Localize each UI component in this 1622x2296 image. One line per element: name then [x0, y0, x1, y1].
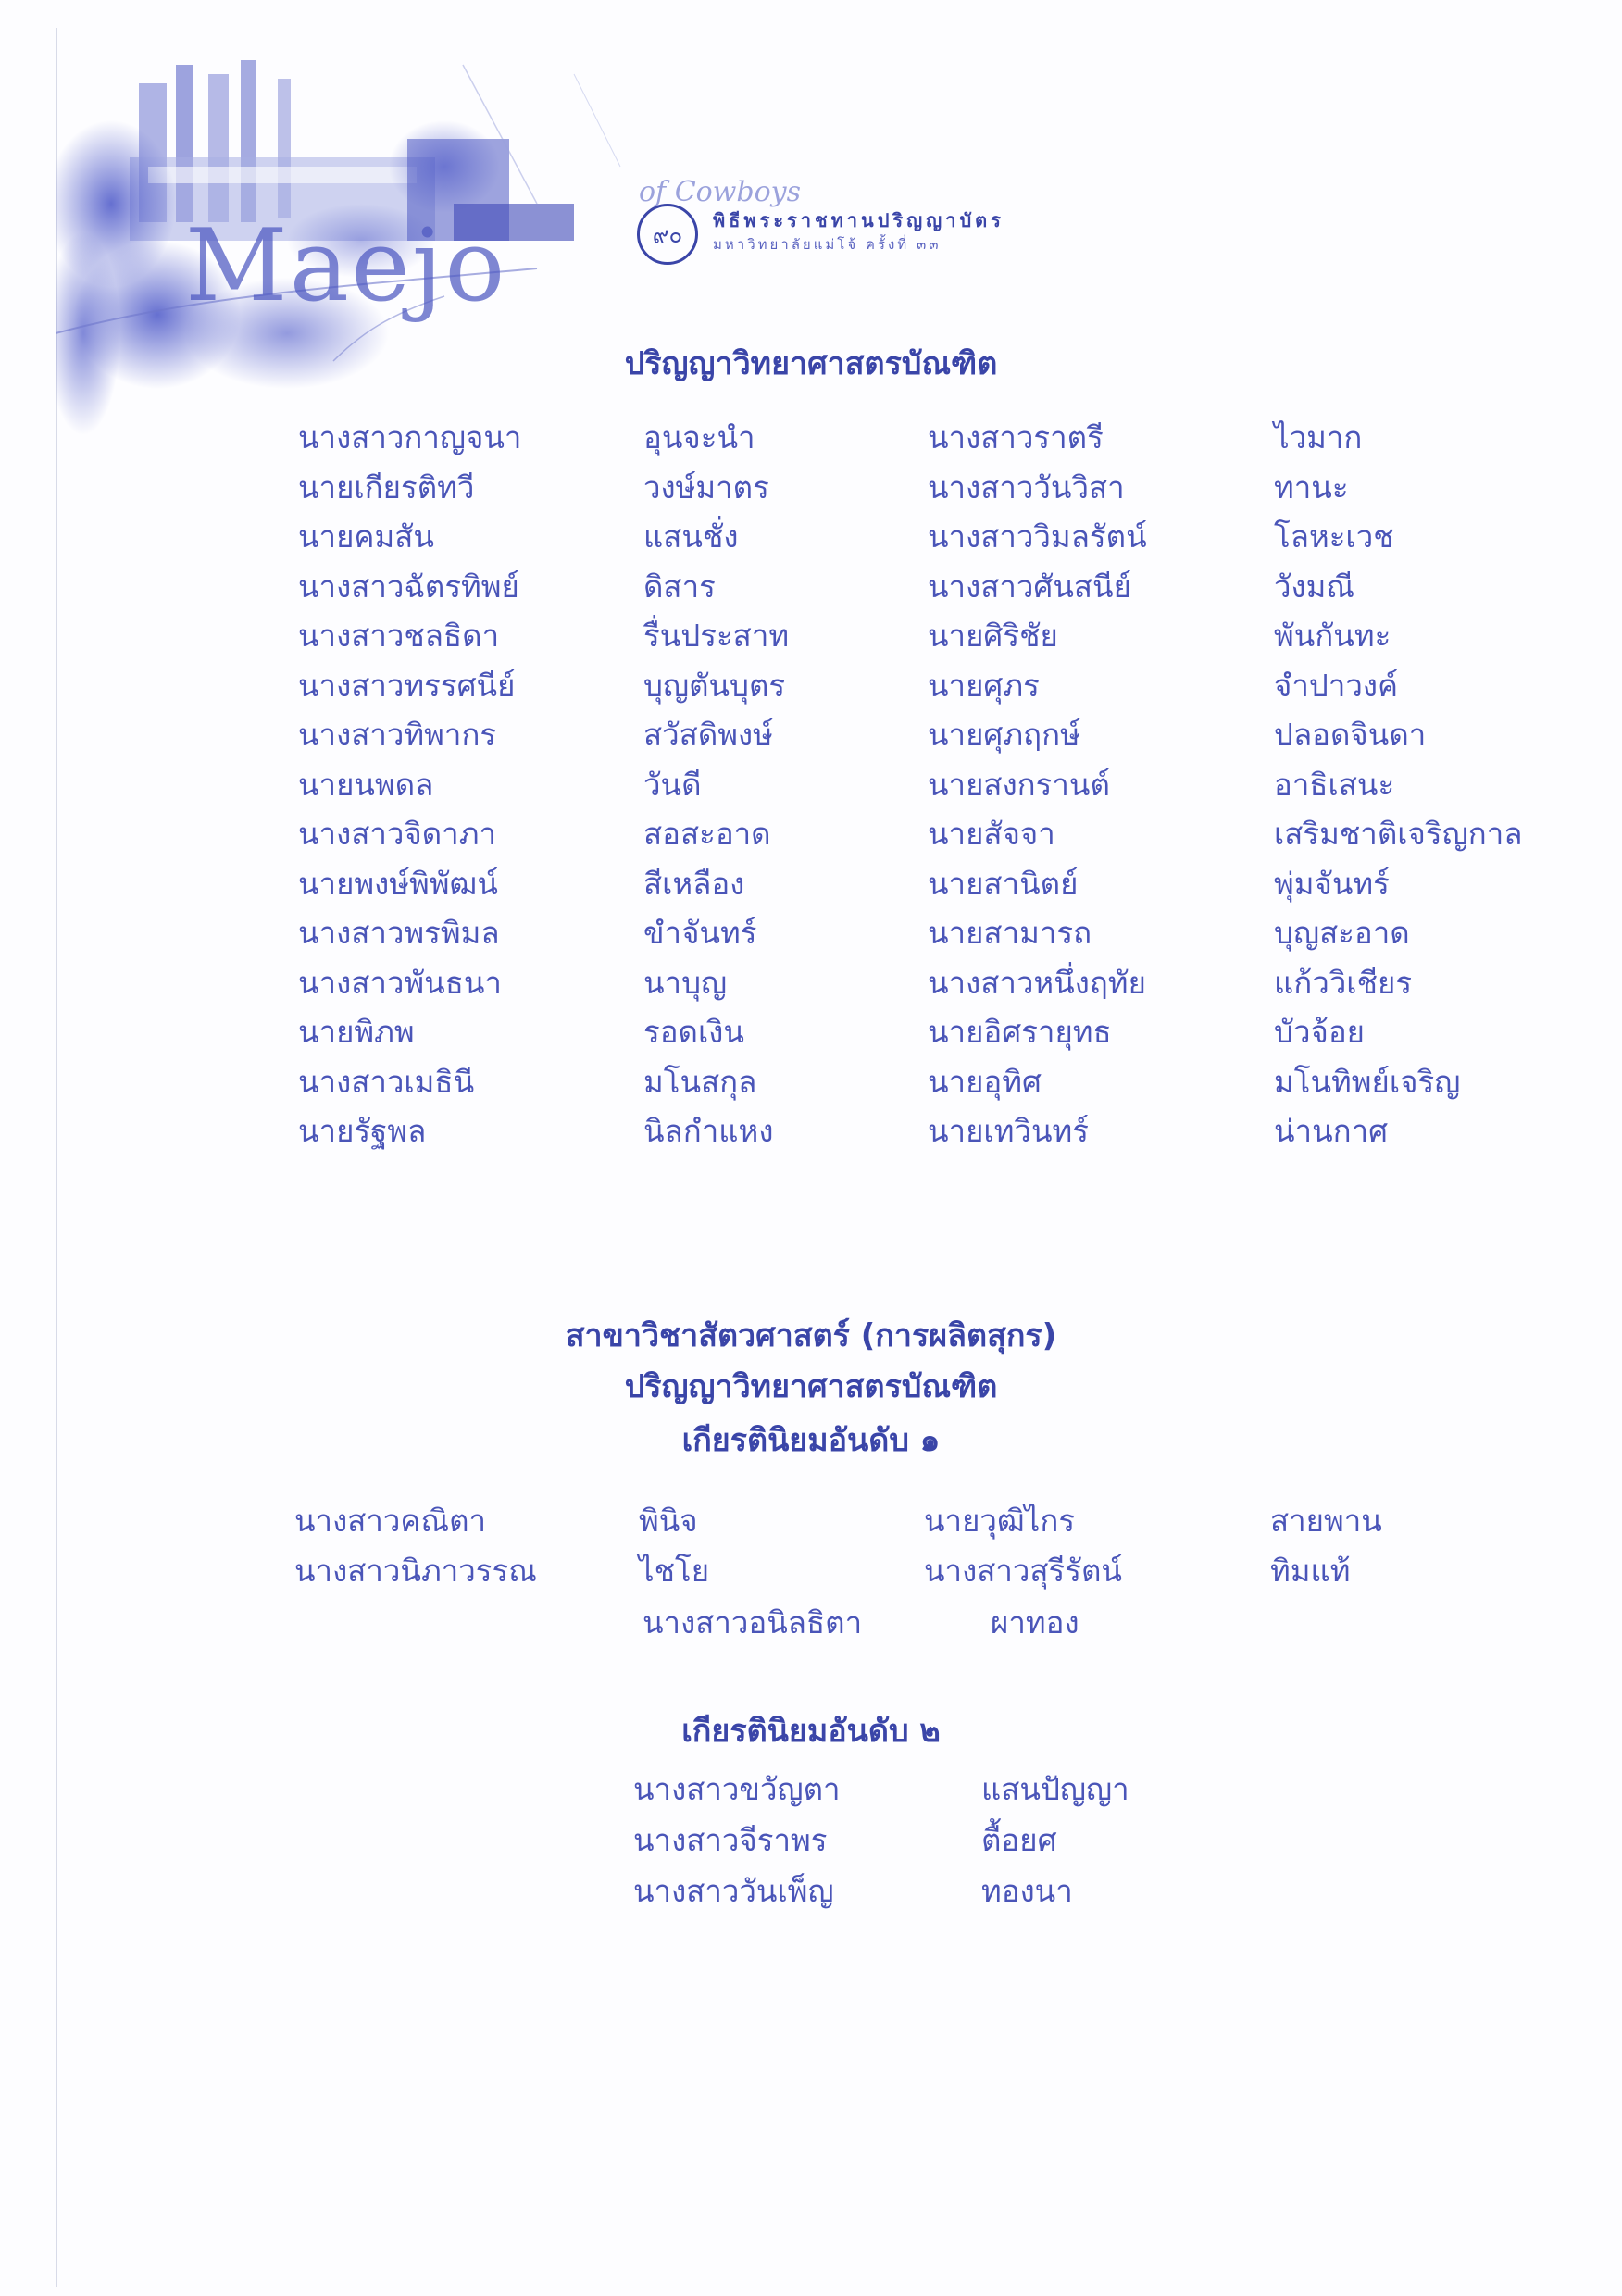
name-row	[294, 1496, 1591, 1546]
graduate-first-name: นางสาววันเพ็ญ	[633, 1873, 834, 1909]
graduate-first-name: นายสัจจา	[928, 816, 1055, 852]
name-row	[294, 1546, 1591, 1596]
graduate-last-name: วันดี	[643, 766, 702, 803]
graduate-last-name: สวัสดิพงษ์	[643, 717, 773, 753]
name-row	[298, 809, 1594, 859]
name-row	[298, 661, 1594, 711]
graduate-last-name: พินิจ	[639, 1503, 698, 1539]
name-row	[298, 562, 1594, 612]
graduate-first-name: นายเกียรติทวี	[298, 468, 475, 505]
honors-1-heading: เกียรตินิยมอันดับ ๑	[681, 1422, 941, 1459]
graduate-last-name: ขำจันทร์	[643, 915, 757, 951]
graduate-first-name: นายพงษ์พิพัฒน์	[298, 865, 498, 902]
graduate-last-name: ทิมแท้	[1270, 1553, 1351, 1589]
graduate-last-name: ทองนา	[981, 1873, 1073, 1909]
graduate-last-name: ไชโย	[639, 1553, 710, 1589]
graduate-last-name: ปลอดจินดา	[1274, 717, 1427, 753]
graduate-last-name: โลหะเวช	[1274, 518, 1394, 555]
graduate-last-name: แสนปัญญา	[981, 1771, 1129, 1807]
degree-heading-2: ปริญญาวิทยาศาสตรบัณฑิต	[624, 1368, 998, 1405]
graduate-last-name: วังมณี	[1274, 568, 1355, 605]
degree-heading: ปริญญาวิทยาศาสตรบัณฑิต	[624, 345, 998, 382]
graduate-first-name: นางสาวศันสนีย์	[928, 568, 1131, 605]
graduate-first-name: นางสาววิมลรัตน์	[928, 518, 1147, 555]
graduate-last-name: สายพาน	[1270, 1503, 1382, 1539]
name-row	[298, 1007, 1594, 1057]
graduate-first-name: นายอิศรายุทธ	[928, 1014, 1112, 1050]
graduate-first-name: นางสาวพันธนา	[298, 964, 502, 1001]
graduate-last-name: อุนจะนำ	[643, 419, 755, 455]
graduate-first-name: นายวุฒิไกร	[924, 1503, 1076, 1539]
name-row	[298, 908, 1594, 958]
graduate-first-name: นายคมสัน	[298, 518, 434, 555]
graduate-first-name: นายพิภพ	[298, 1014, 415, 1050]
graduate-last-name: ไวมาก	[1274, 419, 1363, 455]
graduate-first-name: นายรัฐพล	[298, 1113, 427, 1149]
name-row	[298, 958, 1594, 1008]
graduate-first-name: นายศิริชัย	[928, 618, 1058, 654]
graduate-last-name: บุญตันบุตร	[643, 667, 786, 704]
name-row	[298, 413, 1594, 463]
header-script-text: of Cowboys	[639, 176, 802, 208]
graduate-last-name: จำปาวงค์	[1274, 667, 1399, 704]
graduate-first-name: นายอุทิศ	[928, 1063, 1042, 1100]
graduate-first-name: นางสาวจิดาภา	[298, 816, 496, 852]
ceremony-subtitle: มหาวิทยาลัยแม่โจ้ ครั้งที่ ๓๓	[713, 236, 942, 253]
graduate-last-name: มโนทิพย์เจริญ	[1274, 1063, 1461, 1100]
graduate-last-name: ตื้อยศ	[981, 1822, 1057, 1858]
name-row	[633, 1816, 1281, 1866]
name-row	[298, 1106, 1594, 1156]
graduate-first-name: นางสาวฉัตรทิพย์	[298, 568, 519, 605]
graduate-first-name: นางสาวคณิตา	[294, 1503, 487, 1539]
graduate-last-name: พุ่มจันทร์	[1274, 865, 1390, 902]
major-heading: สาขาวิชาสัตวศาสตร์ (การผลิตสุกร)	[565, 1317, 1057, 1354]
graduate-first-name: นางสาวราตรี	[928, 419, 1104, 455]
graduate-last-name: เสริมชาติเจริญกาล	[1274, 816, 1523, 852]
graduate-last-name: ดิสาร	[643, 568, 716, 605]
graduate-first-name: นางสาวกาญจนา	[298, 419, 522, 455]
graduate-first-name: นางสาวสุรีรัตน์	[924, 1553, 1122, 1589]
name-row	[298, 1057, 1594, 1107]
graduate-last-name: สีเหลือง	[643, 865, 745, 902]
graduate-last-name: บัวจ้อย	[1274, 1014, 1365, 1050]
name-row	[633, 1866, 1281, 1917]
maejo-wordmark: Maejo	[185, 208, 507, 324]
graduate-first-name: นางสาวชลธิดา	[298, 618, 500, 654]
name-row	[298, 611, 1594, 661]
graduate-last-name: แก้ววิเชียร	[1274, 964, 1413, 1001]
graduate-last-name: ผาทอง	[991, 1604, 1079, 1641]
graduate-last-name: นาบุญ	[643, 964, 728, 1001]
graduate-first-name: นางสาวอนิลธิตา	[643, 1604, 863, 1641]
graduate-first-name: นางสาวขวัญตา	[633, 1771, 841, 1807]
graduate-first-name: นางสาวนิภาวรรณ	[294, 1553, 537, 1589]
graduate-first-name: นายศุภฤกษ์	[928, 717, 1080, 753]
graduate-last-name: พันกันทะ	[1274, 618, 1391, 654]
graduate-last-name: น่านกาศ	[1274, 1113, 1389, 1149]
anniversary-badge: ๙๐	[637, 204, 698, 265]
graduate-last-name: รอดเงิน	[643, 1014, 744, 1050]
name-row	[298, 512, 1594, 562]
graduate-last-name: นิลกำแหง	[643, 1113, 774, 1149]
graduate-last-name: รื่นประสาท	[643, 618, 790, 654]
graduate-last-name: บุญสะอาด	[1274, 915, 1410, 951]
name-row	[633, 1765, 1281, 1816]
graduate-last-name: มโนสกุล	[643, 1063, 757, 1100]
name-row	[298, 710, 1594, 760]
name-row	[298, 859, 1594, 909]
graduate-first-name: นางสาวทิพากร	[298, 717, 497, 753]
graduate-first-name: นางสาวทรรศนีย์	[298, 667, 516, 704]
honors-1-name-list	[294, 1496, 1591, 1596]
graduate-first-name: นายศุภร	[928, 667, 1040, 704]
graduate-first-name: นายสานิตย์	[928, 865, 1079, 902]
graduate-first-name: นางสาววันวิสา	[928, 468, 1125, 505]
graduate-last-name: ทานะ	[1274, 468, 1349, 505]
graduate-first-name: นายเทวินทร์	[928, 1113, 1090, 1149]
graduate-last-name: วงษ์มาตร	[643, 468, 769, 505]
graduate-first-name: นางสาวเมธินี	[298, 1063, 475, 1100]
graduate-last-name: สอสะอาด	[643, 816, 771, 852]
graduate-first-name: นางสาวพรพิมล	[298, 915, 500, 951]
graduate-first-name: นางสาวจีราพร	[633, 1822, 828, 1858]
graduate-first-name: นายนพดล	[298, 766, 434, 803]
graduate-name-list	[298, 413, 1594, 1156]
name-row	[298, 463, 1594, 513]
honors-2-name-list	[633, 1765, 1281, 1917]
graduate-last-name: แสนชั่ง	[643, 518, 739, 555]
name-row	[298, 760, 1594, 810]
graduate-last-name: อาธิเสนะ	[1274, 766, 1395, 803]
ceremony-title: พิธีพระราชทานปริญญาบัตร	[713, 209, 1004, 231]
honors-2-heading: เกียรตินิยมอันดับ ๒	[681, 1713, 941, 1750]
graduate-first-name: นายสามารถ	[928, 915, 1092, 951]
graduate-first-name: นางสาวหนึ่งฤทัย	[928, 964, 1146, 1001]
graduate-first-name: นายสงกรานต์	[928, 766, 1110, 803]
